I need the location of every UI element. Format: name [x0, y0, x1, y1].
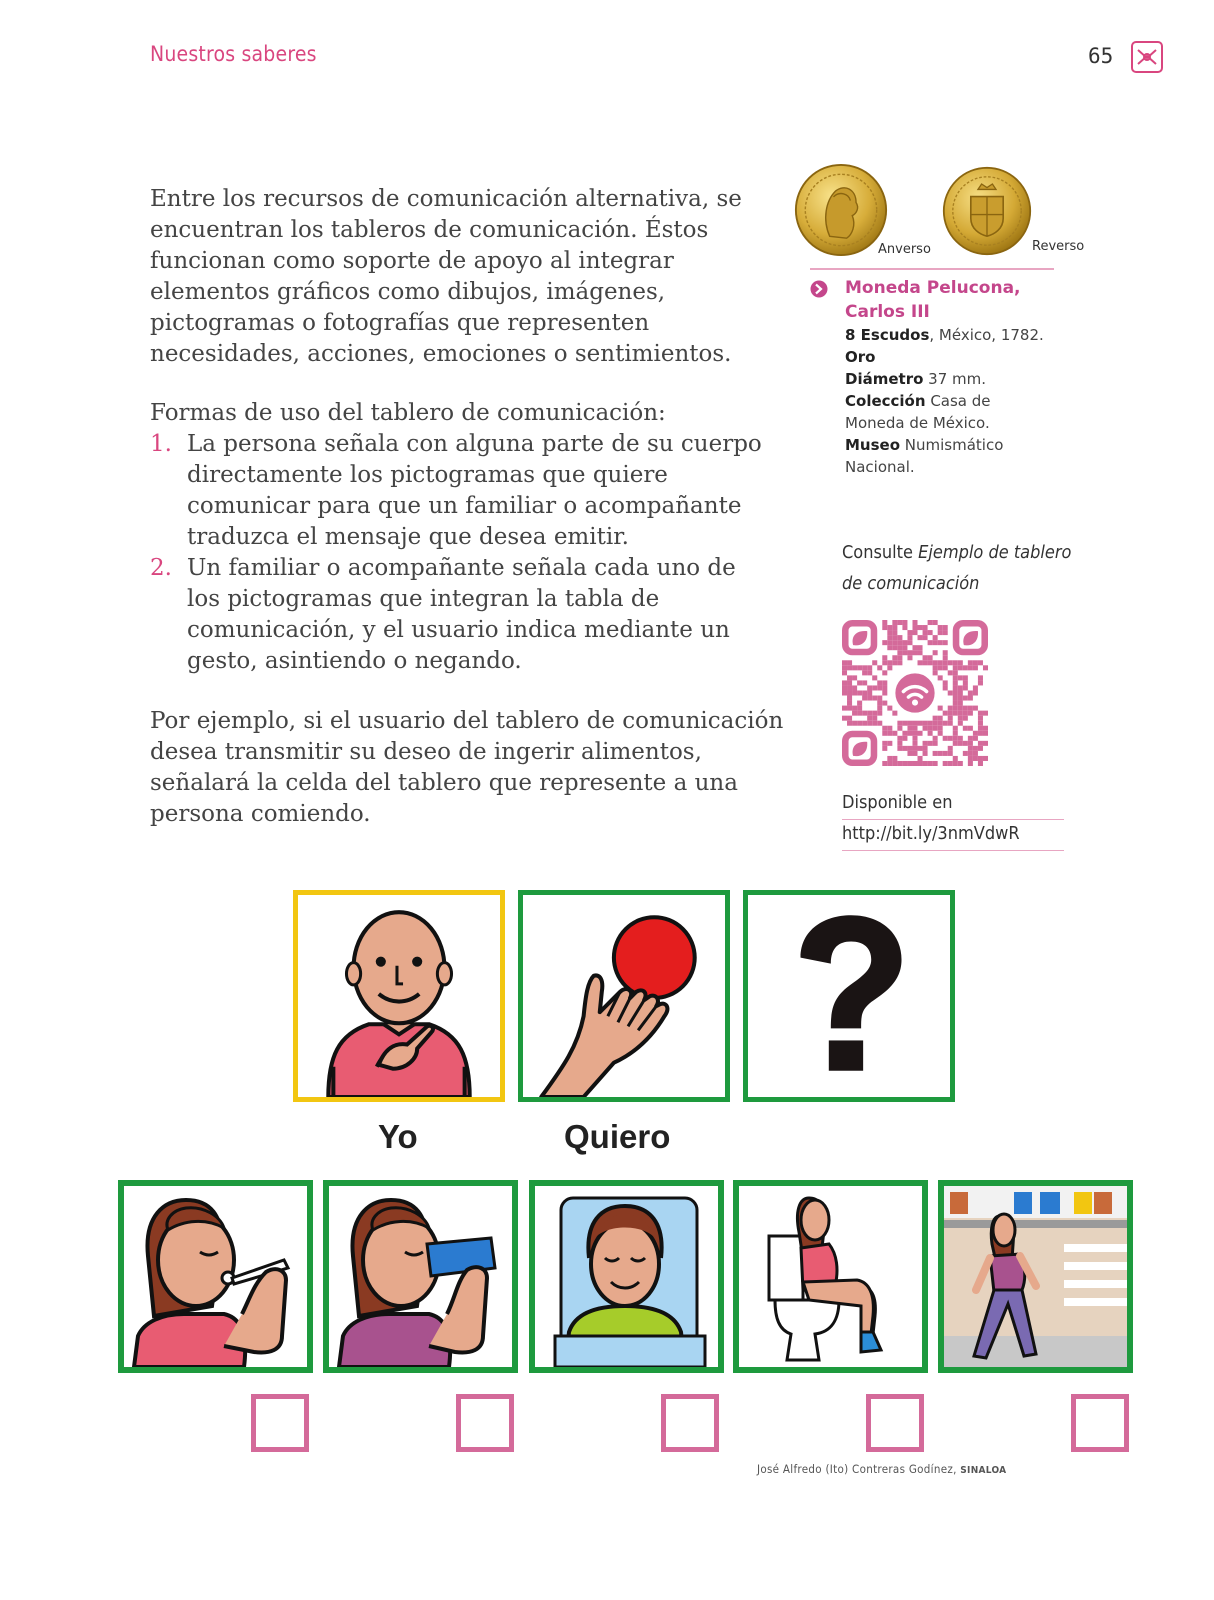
checkbox-drink[interactable]: [456, 1394, 514, 1452]
list-text: La persona señala con alguna parte de su cuerpo directamente los pictogramas que quiere comunicar para que un familiar o acompañante traduzca el mensaje que desea emitir.: [187, 431, 762, 550]
coin-anverso-image: [794, 163, 888, 257]
qr-resource-title: Ejemplo de tablero: [918, 542, 1072, 563]
page-number: 65: [1088, 44, 1114, 68]
pictogram-me: [298, 895, 500, 1097]
pictogram-cell-toilet[interactable]: [733, 1180, 928, 1373]
coin-reverso-image: [942, 166, 1032, 256]
pictogram-walk: [944, 1186, 1127, 1367]
checkbox-toilet[interactable]: [866, 1394, 924, 1452]
reverso-label: Reverso: [1032, 239, 1085, 254]
coin-diameter-value: 37 mm.: [923, 370, 987, 388]
credit-state: SINALOA: [960, 1465, 1007, 1476]
coin-details: [845, 324, 1065, 478]
qr-resource-title: de comunicación: [842, 573, 980, 594]
coin-museum-label: Museo: [845, 436, 901, 454]
pictogram-cell-question[interactable]: [743, 890, 955, 1102]
list-number: 2.: [150, 555, 172, 581]
checkbox-sleep[interactable]: [661, 1394, 719, 1452]
coin-title-line: Carlos III: [845, 302, 930, 322]
coin-title-line: Moneda Pelucona,: [845, 278, 1021, 298]
coin-museum-value: Nacional.: [845, 458, 915, 476]
coin-museum-value: Numismático: [900, 436, 1004, 454]
credit-author: José Alfredo (Ito) Contreras Godínez,: [757, 1462, 961, 1476]
arrow-right-circle-icon: [810, 280, 828, 298]
list-text: Un familiar o acompañante señala cada uno de los pictogramas que integran la tabla de comunicación, y el usuario indica mediante un gesto, asintiendo o negando.: [187, 555, 736, 674]
pictogram-eat: [124, 1186, 307, 1367]
coin-title: [845, 276, 1021, 324]
pictogram-cell-yo[interactable]: [293, 890, 505, 1102]
checkbox-walk[interactable]: [1071, 1394, 1129, 1452]
pictogram-drink: [329, 1186, 512, 1367]
qr-consult-prefix: Consulte: [842, 542, 919, 563]
list-number: 1.: [150, 431, 172, 457]
coin-collection-label: Colección: [845, 392, 926, 410]
pictogram-want: [523, 895, 725, 1097]
illustration-credit: [757, 1462, 1006, 1476]
pictogram-cell-sleep[interactable]: [529, 1180, 724, 1373]
divider: [842, 850, 1064, 851]
coin-origin: , México, 1782.: [929, 326, 1044, 344]
pictogram-cell-eat[interactable]: [118, 1180, 313, 1373]
pictogram-cell-drink[interactable]: [323, 1180, 518, 1373]
coin-collection-value: Casa de: [925, 392, 991, 410]
coin-material: Oro: [845, 348, 876, 366]
pictogram-toilet: [739, 1186, 922, 1367]
pictogram-label-yo: Yo: [378, 1118, 418, 1155]
qr-caption: [842, 537, 1071, 599]
coin-diameter-label: Diámetro: [845, 370, 924, 388]
pictogram-label-quiero: Quiero: [564, 1118, 671, 1155]
resource-link[interactable]: http://bit.ly/3nmVdwR: [842, 823, 1020, 844]
coin-collection-value: Moneda de México.: [845, 414, 990, 432]
pictogram-cell-walk[interactable]: [938, 1180, 1133, 1373]
pictogram-cell-quiero[interactable]: [518, 890, 730, 1102]
pictogram-sleep: [535, 1186, 718, 1367]
question-mark-icon: [748, 895, 950, 1097]
usage-title: Formas de uso del tablero de comunicación:: [150, 400, 666, 426]
divider: [810, 268, 1054, 270]
example-paragraph: Por ejemplo, si el usuario del tablero de comunicación desea transmitir su deseo de ingerir alimentos, señalará la celda del tablero que represente a una persona comiendo.: [150, 708, 784, 827]
available-label: Disponible en: [842, 792, 953, 813]
divider: [842, 819, 1064, 820]
qr-code[interactable]: [842, 620, 988, 766]
anverso-label: Anverso: [878, 242, 931, 257]
ornament-icon: [1128, 38, 1166, 76]
section-title: Nuestros saberes: [150, 42, 317, 66]
coin-denomination: 8 Escudos: [845, 326, 930, 344]
intro-paragraph: Entre los recursos de comunicación alternativa, se encuentran los tableros de comunicación. Éstos funcionan como soporte de apoyo al integrar elementos gráficos como dibujos, imágenes, pictogramas o fotografías que representen necesidades, acciones, emociones o sentimientos.: [150, 186, 742, 367]
checkbox-eat[interactable]: [251, 1394, 309, 1452]
